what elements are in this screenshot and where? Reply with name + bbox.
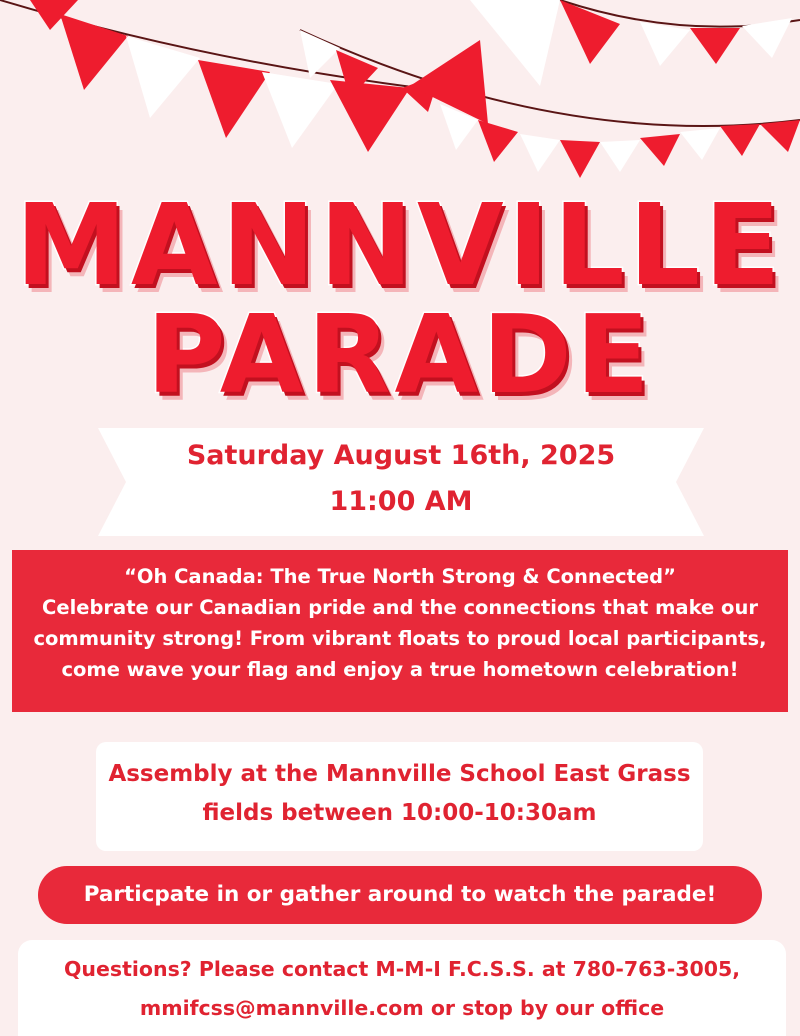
bunting-decoration xyxy=(0,0,800,200)
event-date: Saturday August 16th, 2025 xyxy=(186,440,616,471)
assembly-box xyxy=(96,742,703,851)
assembly-line: fields between 10:00-10:30am xyxy=(202,800,597,826)
description-line: come wave your flag and enjoy a true hometown celebration! xyxy=(61,658,739,681)
participate-banner: Particpate in or gather around to watch the parade! xyxy=(38,866,762,924)
assembly-line: Assembly at the Mannville School East Grass xyxy=(108,761,691,787)
description-line: Celebrate our Canadian pride and the connections that make our xyxy=(42,596,758,619)
theme-text: “Oh Canada: The True North Strong & Connected” xyxy=(124,565,676,588)
contact-line: mmifcss@mannville.com or stop by our office xyxy=(139,996,665,1020)
contact-line: Questions? Please contact M-M-I F.C.S.S. at 780-763-3005, xyxy=(63,957,741,981)
poster-title-line1: MANNVILLE xyxy=(15,181,785,311)
description-box xyxy=(12,550,788,712)
event-time: 11:00 AM xyxy=(329,486,473,517)
description-line: community strong! From vibrant floats to proud local participants, xyxy=(33,627,767,650)
poster-title-line2: PARADE xyxy=(146,293,654,418)
date-banner xyxy=(98,428,704,536)
bunting-flags xyxy=(30,0,800,178)
contact-box xyxy=(18,940,786,1036)
